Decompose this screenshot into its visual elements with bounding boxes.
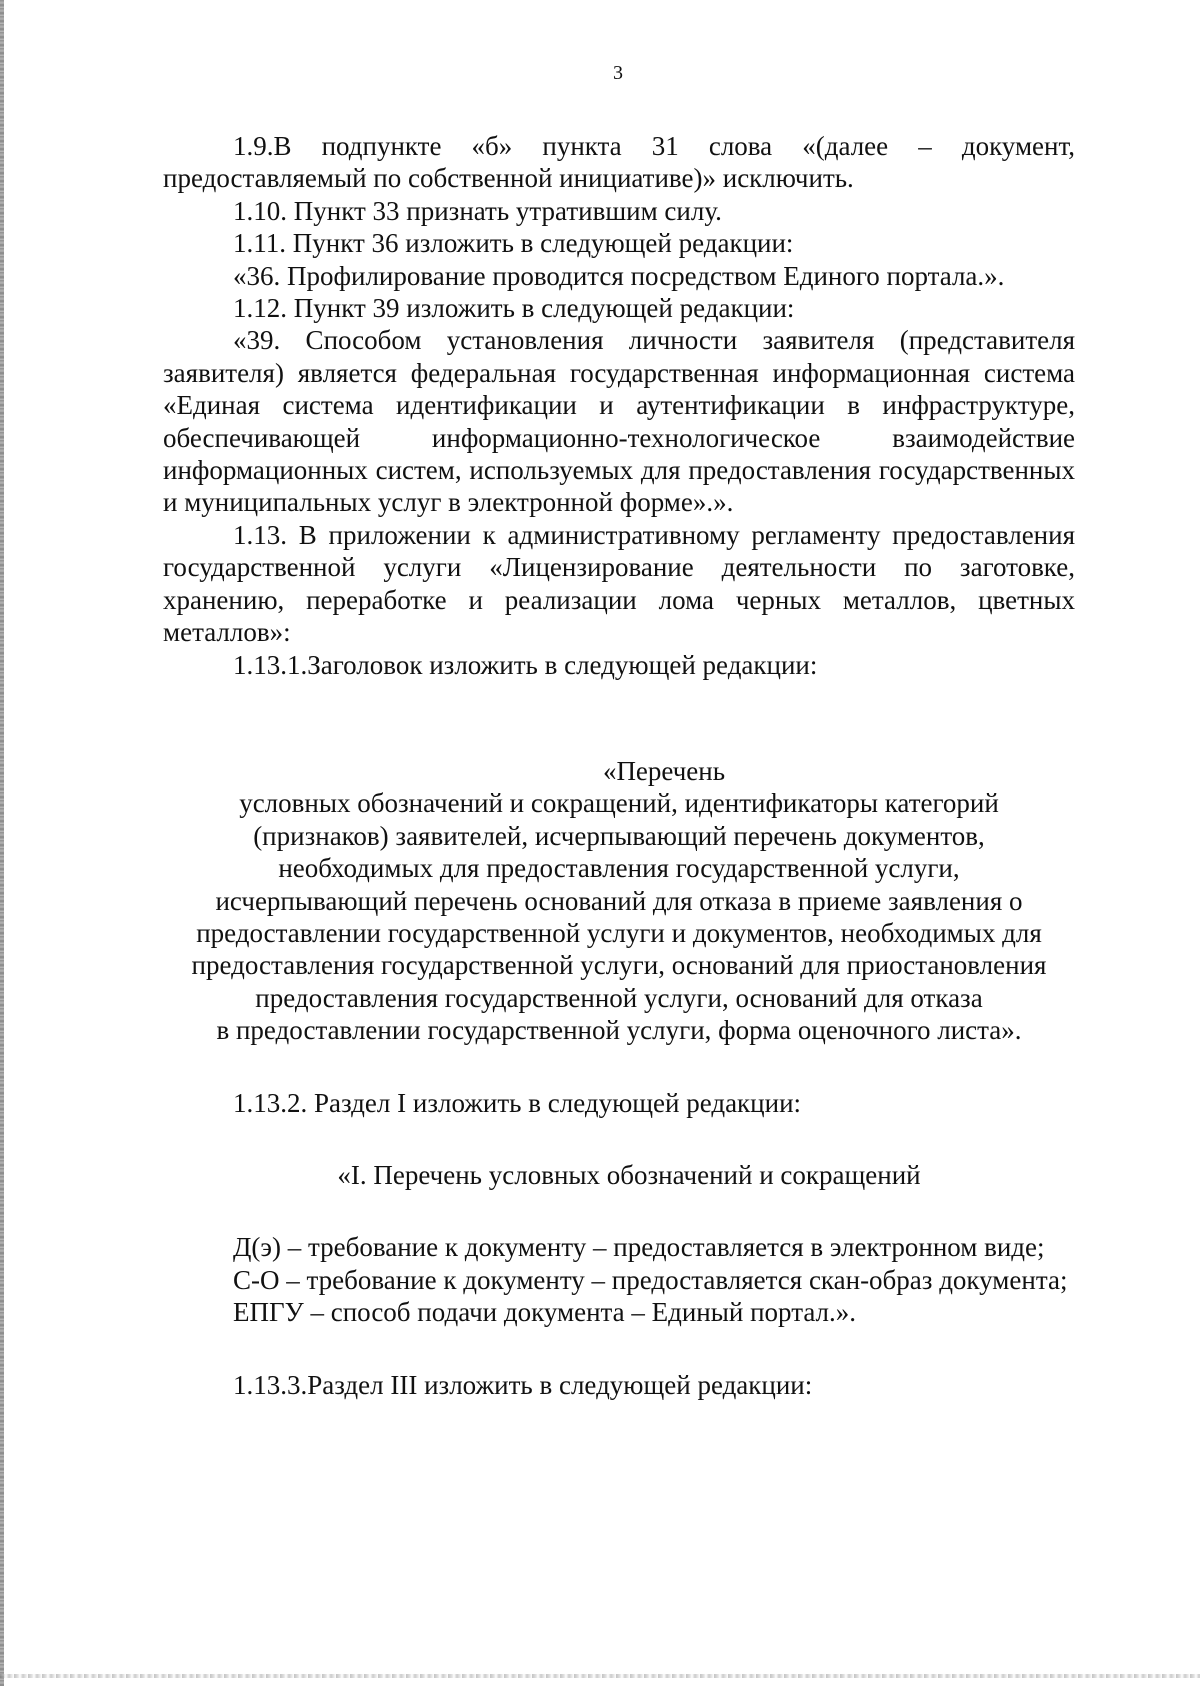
document-body xyxy=(163,130,1075,1401)
paragraph-quote-36: «36. Профилирование проводится посредством Единого портала.». xyxy=(233,260,1005,291)
spacer xyxy=(163,1119,1075,1159)
spacer xyxy=(163,1047,1075,1087)
heading-line: (признаков) заявителей, исчерпывающий перечень документов, xyxy=(253,820,985,851)
definition-so: С-О – требование к документу – предоставляется скан-образ документа; xyxy=(233,1264,1068,1295)
paragraph-1-13-3: 1.13.3.Раздел III изложить в следующей редакции: xyxy=(233,1369,813,1400)
spacer xyxy=(163,681,1075,755)
paragraph-1-12: 1.12. Пункт 39 изложить в следующей редакции: xyxy=(233,293,795,324)
heading-title: «Перечень xyxy=(602,755,726,786)
paragraph-1-11: 1.11. Пункт 36 изложить в следующей редакции: xyxy=(233,228,794,259)
paragraph-quote-39: «39. Способом установления личности заявителя (представителя заявителя) является федеральная государственная информационная система «Единая система идентификации и аутентификации в инфраструктуре, обеспечивающей информационно-технологическое взаимодействие информационных систем, используемых для предоставления государственных и муниципальных услуг в электронной форме».». xyxy=(163,325,1075,518)
scan-edge-left xyxy=(0,0,4,1686)
scan-edge-bottom xyxy=(0,1674,1200,1678)
section-1-title: «I. Перечень условных обозначений и сокращений xyxy=(337,1159,921,1190)
paragraph-1-10: 1.10. Пункт 33 признать утратившим силу. xyxy=(233,195,722,226)
spacer xyxy=(163,1191,1075,1231)
heading-line: исчерпывающий перечень оснований для отказа в приеме заявления о xyxy=(215,885,1023,916)
definition-epgu: ЕПГУ – способ подачи документа – Единый портал.». xyxy=(233,1297,857,1328)
heading-line: предоставления государственной услуги, оснований для отказа xyxy=(255,982,983,1013)
page-number: 3 xyxy=(613,62,623,84)
heading-line: в предоставлении государственной услуги, форма оценочного листа». xyxy=(216,1015,1022,1046)
spacer xyxy=(163,1329,1075,1369)
heading-line: условных обозначений и сокращений, идентификаторы категорий xyxy=(239,788,999,819)
heading-line: предоставлении государственной услуги и документов, необходимых для xyxy=(196,917,1042,948)
paragraph-1-9: 1.9.В подпункте «б» пункта 31 слова «(далее – документ, предоставляемый по собственной инициативе)» исключить. xyxy=(163,131,1075,194)
heading-line: необходимых для предоставления государственной услуги, xyxy=(278,853,960,884)
definition-de: Д(э) – требование к документу – предоставляется в электронном виде; xyxy=(233,1232,1045,1263)
paragraph-1-13-1: 1.13.1.Заголовок изложить в следующей редакции: xyxy=(233,649,818,680)
paragraph-1-13-2: 1.13.2. Раздел I изложить в следующей редакции: xyxy=(233,1087,802,1118)
paragraph-1-13: 1.13. В приложении к административному регламенту предоставления государственной услуги «Лицензирование деятельности по заготовке, хранению, переработке и реализации лома черных металлов, цветных металлов»: xyxy=(163,519,1075,648)
heading-line: предоставления государственной услуги, оснований для приостановления xyxy=(191,950,1047,981)
